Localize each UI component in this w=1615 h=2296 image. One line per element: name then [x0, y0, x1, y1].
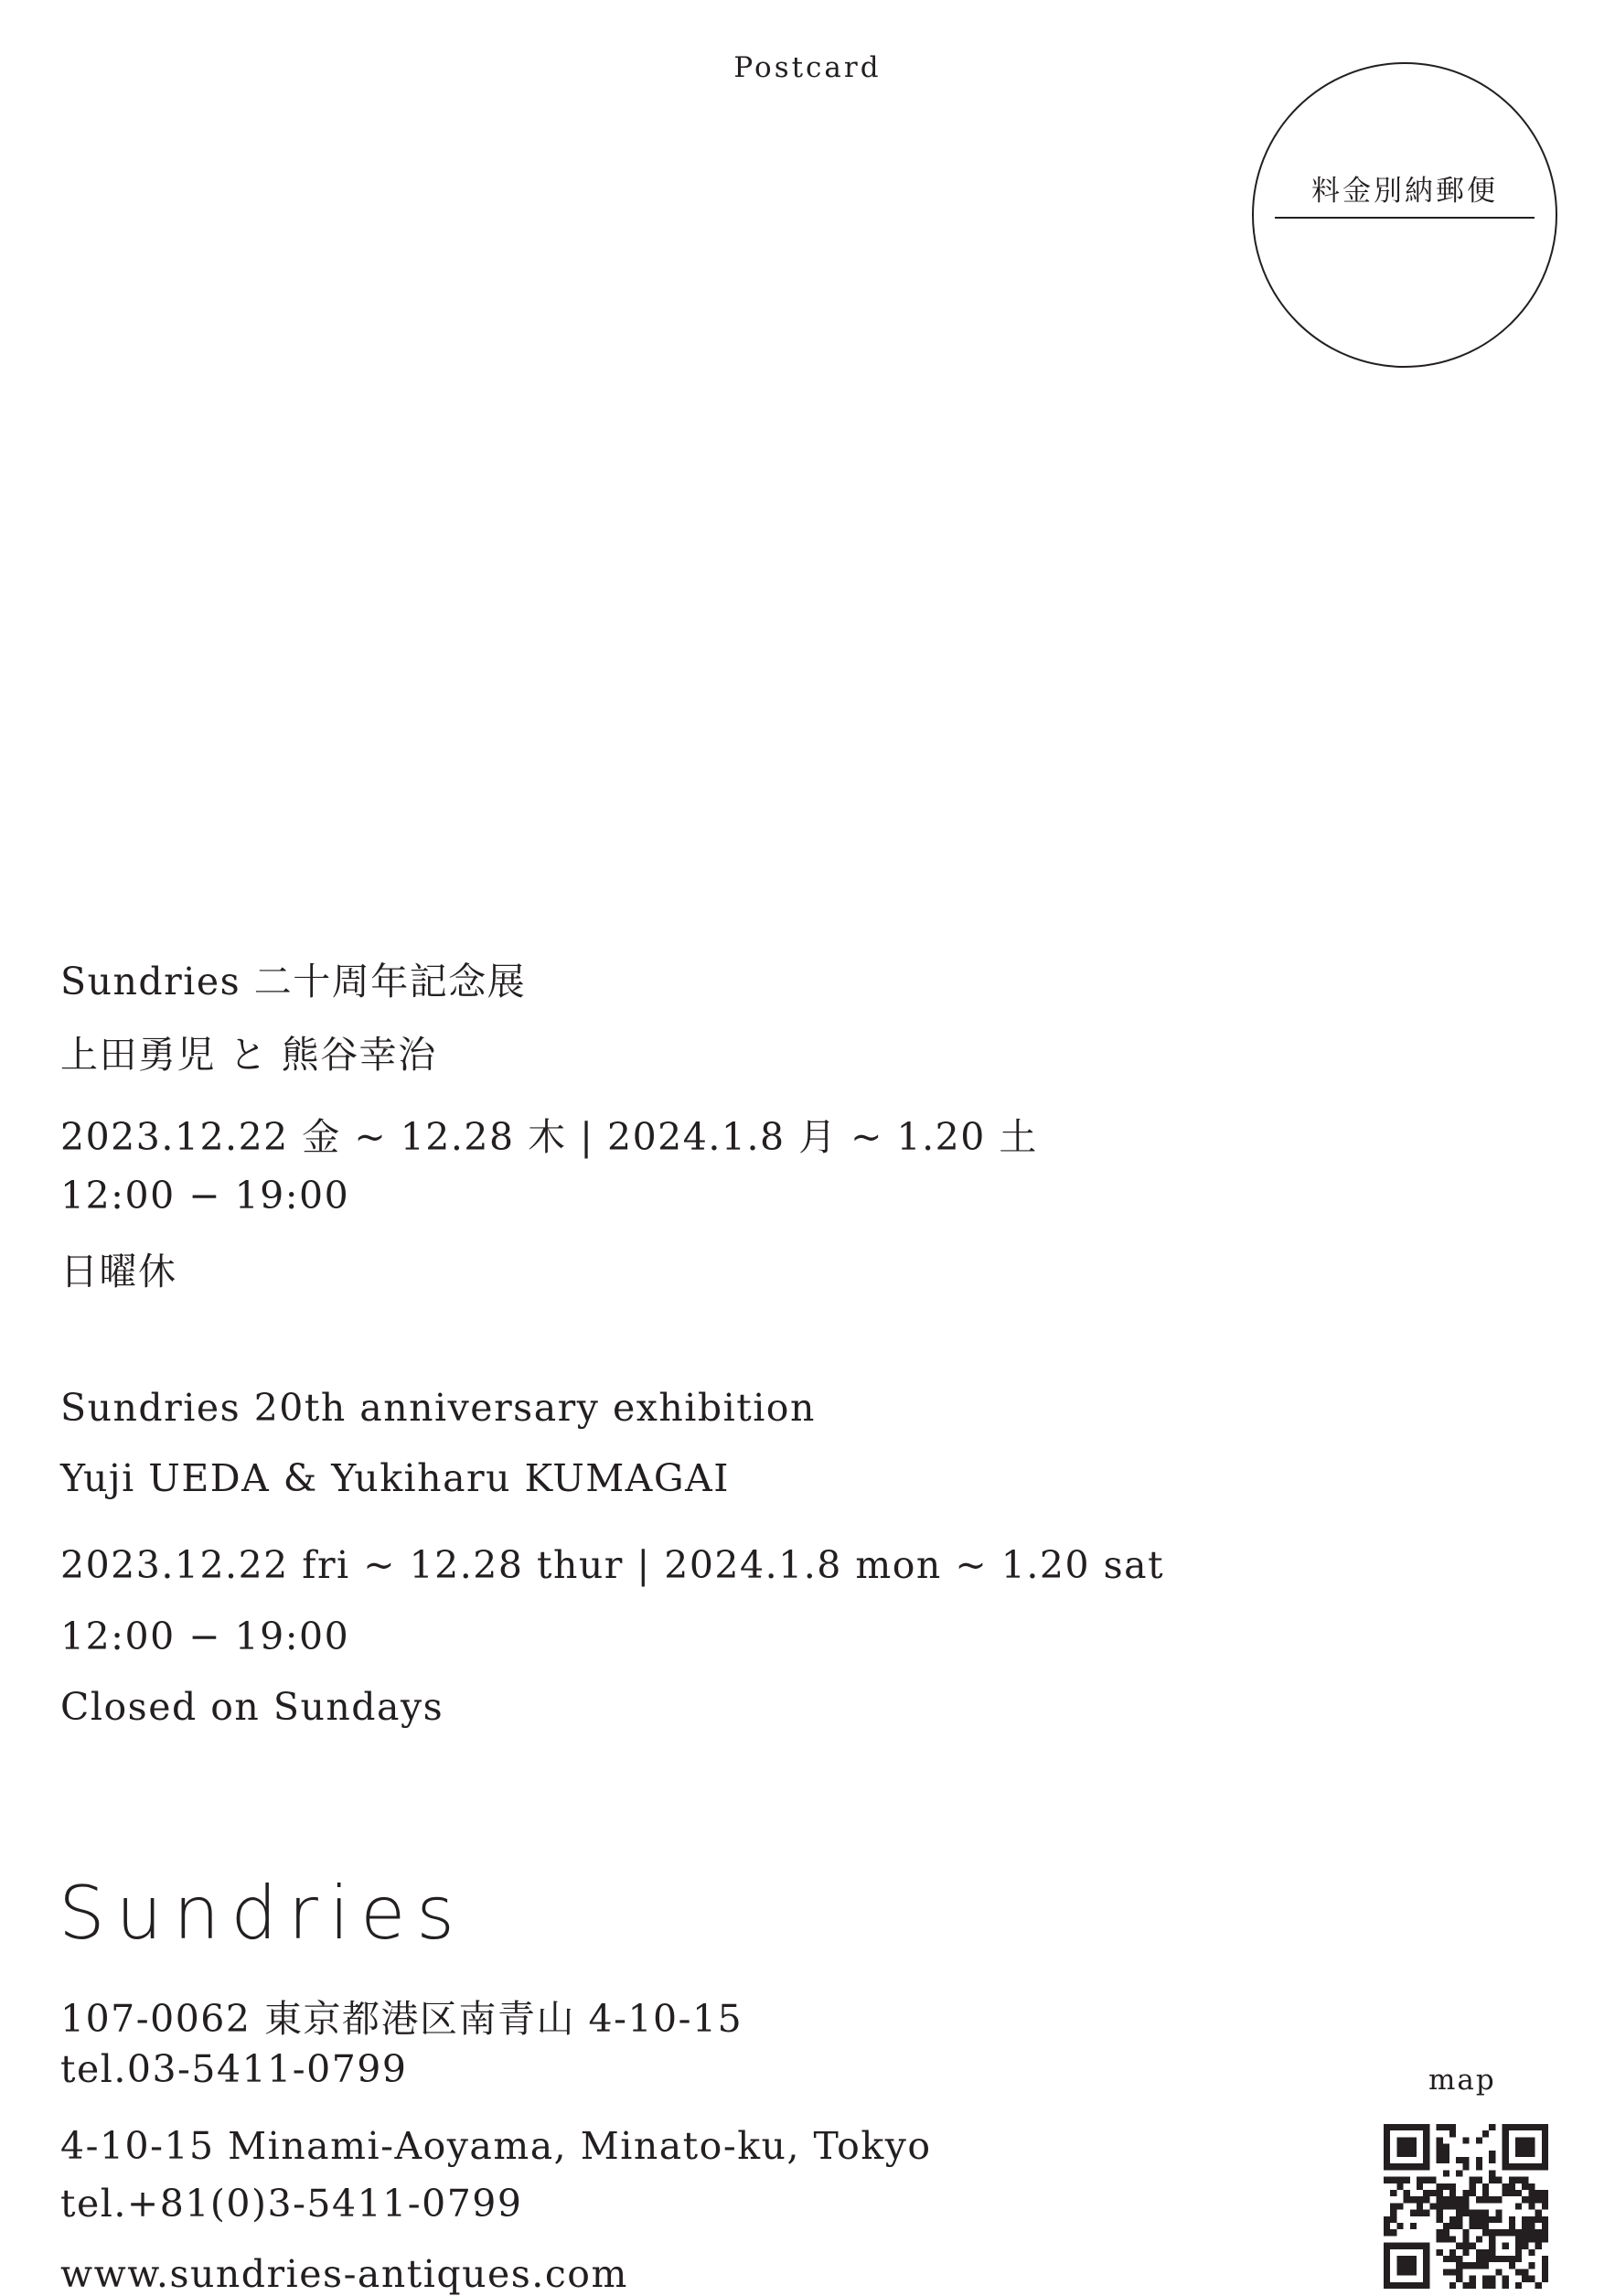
- phone-jp: tel.03-5411-0799: [60, 2047, 408, 2091]
- exhibition-artists-jp: 上田勇児 と 熊谷幸治: [60, 1033, 437, 1077]
- exhibition-title-en: Sundries 20th anniversary exhibition: [60, 1386, 816, 1430]
- postage-paid-stamp: [1252, 62, 1557, 368]
- address-en: 4-10-15 Minami-Aoyama, Minato-ku, Tokyo: [60, 2124, 932, 2168]
- phone-en: tel.+81(0)3-5411-0799: [60, 2182, 523, 2226]
- exhibition-hours-en: 12:00 − 19:00: [60, 1615, 350, 1658]
- sundries-logo: Sundries: [59, 1871, 465, 1956]
- postage-paid-text: 料金別納郵便: [1311, 175, 1498, 208]
- website-link[interactable]: www.sundries-antiques.com: [60, 2252, 628, 2296]
- exhibition-closed-jp: 日曜休: [60, 1250, 177, 1293]
- stamp-divider: [1275, 217, 1535, 219]
- exhibition-dates-en: 2023.12.22 fri ~ 12.28 thur | 2024.1.8 mon ~ 1.20 sat: [60, 1543, 1165, 1587]
- address-jp: 107-0062 東京都港区南青山 4-10-15: [60, 1997, 743, 2041]
- exhibition-dates-jp: 2023.12.22 金 ~ 12.28 木 | 2024.1.8 月 ~ 1.20 土: [60, 1115, 1038, 1159]
- map-label: map: [1428, 2064, 1496, 2097]
- postcard-label: Postcard: [733, 51, 882, 84]
- map-qr-code[interactable]: [1384, 2124, 1548, 2289]
- exhibition-artists-en: Yuji UEDA & Yukiharu KUMAGAI: [60, 1456, 730, 1500]
- exhibition-closed-en: Closed on Sundays: [60, 1685, 444, 1729]
- exhibition-title-jp: Sundries 二十周年記念展: [60, 960, 527, 1003]
- exhibition-hours-jp: 12:00 − 19:00: [60, 1174, 350, 1218]
